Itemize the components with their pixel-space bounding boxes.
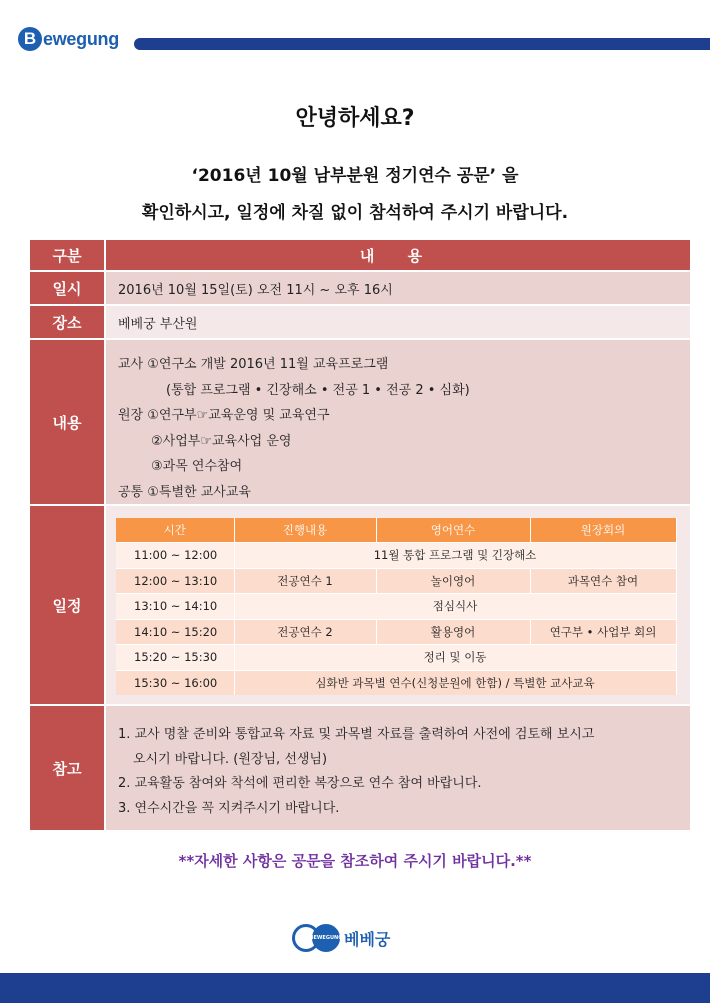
note-line: 1. 교사 명찰 준비와 통합교육 자료 및 과목별 자료를 출력하여 사전에 검토해 보시고	[118, 727, 595, 742]
schedule-row-item	[116, 543, 676, 569]
schedule-cell	[106, 506, 690, 704]
schedule-cell-english: 활용영어	[376, 619, 530, 645]
schedule-cell-program: 전공연수 1	[234, 568, 376, 594]
schedule-table	[116, 518, 677, 695]
schedule-time: 14:10 ~ 15:20	[116, 619, 234, 645]
schedule-time: 13:10 ~ 14:10	[116, 594, 234, 620]
content-line: ②사업부☞교육사업 운영	[151, 433, 292, 449]
footer-bar	[0, 973, 710, 1003]
datetime-label: 일시	[30, 272, 106, 304]
content-line: (통합 프로그램 • 긴장해소 • 전공 1 • 전공 2 • 심화)	[166, 382, 470, 398]
greeting-title: 안녕하세요?	[295, 106, 415, 131]
logo-badge: B	[18, 27, 42, 51]
content-line: 공통 ①특별한 교사교육	[118, 484, 251, 500]
schedule-time: 11:00 ~ 12:00	[116, 543, 234, 569]
logo-text: 베베궁	[344, 929, 391, 949]
schedule-label: 일정	[30, 506, 106, 704]
schedule-cell-english: 놀이영어	[376, 568, 530, 594]
schedule-row-item	[116, 594, 676, 620]
greeting-line-2: ‘2016년 10월 남부분원 정기연수 공문’ 을	[191, 166, 519, 186]
bebegung-footer-logo	[292, 923, 390, 953]
note-line: 2. 교육활동 참여와 착석에 편리한 복장으로 연수 참여 바랍니다.	[118, 776, 482, 791]
schedule-header-english: 영어연수	[376, 518, 530, 543]
logo-badge-icon: BEWEGUNG	[312, 924, 340, 952]
note-line: 3. 연수시간을 꼭 지켜주시기 바랍니다.	[118, 800, 340, 816]
header-content: 내 용	[359, 246, 437, 265]
schedule-merged: 정리 및 이동	[234, 645, 676, 671]
info-table	[30, 240, 690, 830]
schedule-time: 12:00 ~ 13:10	[116, 568, 234, 594]
schedule-merged: 11월 통합 프로그램 및 긴장해소	[234, 543, 676, 569]
bewegung-logo	[18, 22, 119, 56]
logo-wordmark: ewegung	[43, 28, 119, 49]
content-row	[30, 340, 690, 506]
place-label: 장소	[30, 306, 106, 338]
schedule-time: 15:20 ~ 15:30	[116, 645, 234, 671]
schedule-merged: 심화반 과목별 연수(신청분원에 한함) / 특별한 교사교육	[234, 670, 676, 695]
note-label: 참고	[30, 706, 106, 830]
schedule-header-directors: 원장회의	[530, 518, 676, 543]
content-value	[106, 340, 690, 504]
schedule-time: 15:30 ~ 16:00	[116, 670, 234, 695]
table-header-row	[30, 240, 690, 272]
header-bar	[134, 38, 710, 50]
schedule-row-item	[116, 645, 676, 671]
header-category: 구분	[30, 240, 106, 270]
schedule-row-item	[116, 619, 676, 645]
schedule-header-time: 시간	[116, 518, 234, 543]
note-row	[30, 706, 690, 830]
schedule-row-item	[116, 568, 676, 594]
schedule-cell-directors: 과목연수 참여	[530, 568, 676, 594]
schedule-header-program: 진행내용	[234, 518, 376, 543]
greeting-line-3: 확인하시고, 일정에 차질 없이 참석하여 주시기 바랍니다.	[141, 203, 569, 223]
datetime-row	[30, 272, 690, 306]
footnote: **자세한 사항은 공문을 참조하여 주시기 바랍니다.**	[178, 852, 532, 870]
content-line: 교사 ①연구소 개발 2016년 11월 교육프로그램	[118, 357, 389, 372]
note-value	[106, 706, 690, 830]
schedule-cell-directors: 연구부 • 사업부 회의	[530, 619, 676, 645]
content-label: 내용	[30, 340, 106, 504]
schedule-cell-program: 전공연수 2	[234, 619, 376, 645]
place-value: 베베궁 부산원	[106, 306, 690, 338]
schedule-row	[30, 506, 690, 706]
schedule-merged: 점심식사	[234, 594, 676, 620]
content-line: ③과목 연수참여	[151, 459, 243, 474]
schedule-row-item	[116, 670, 676, 695]
note-line: 오시기 바랍니다. (원장님, 선생님)	[133, 751, 328, 767]
place-row	[30, 306, 690, 340]
content-line: 원장 ①연구부☞교육운영 및 교육연구	[118, 408, 330, 423]
datetime-value: 2016년 10월 15일(토) 오전 11시 ~ 오후 16시	[106, 272, 690, 304]
